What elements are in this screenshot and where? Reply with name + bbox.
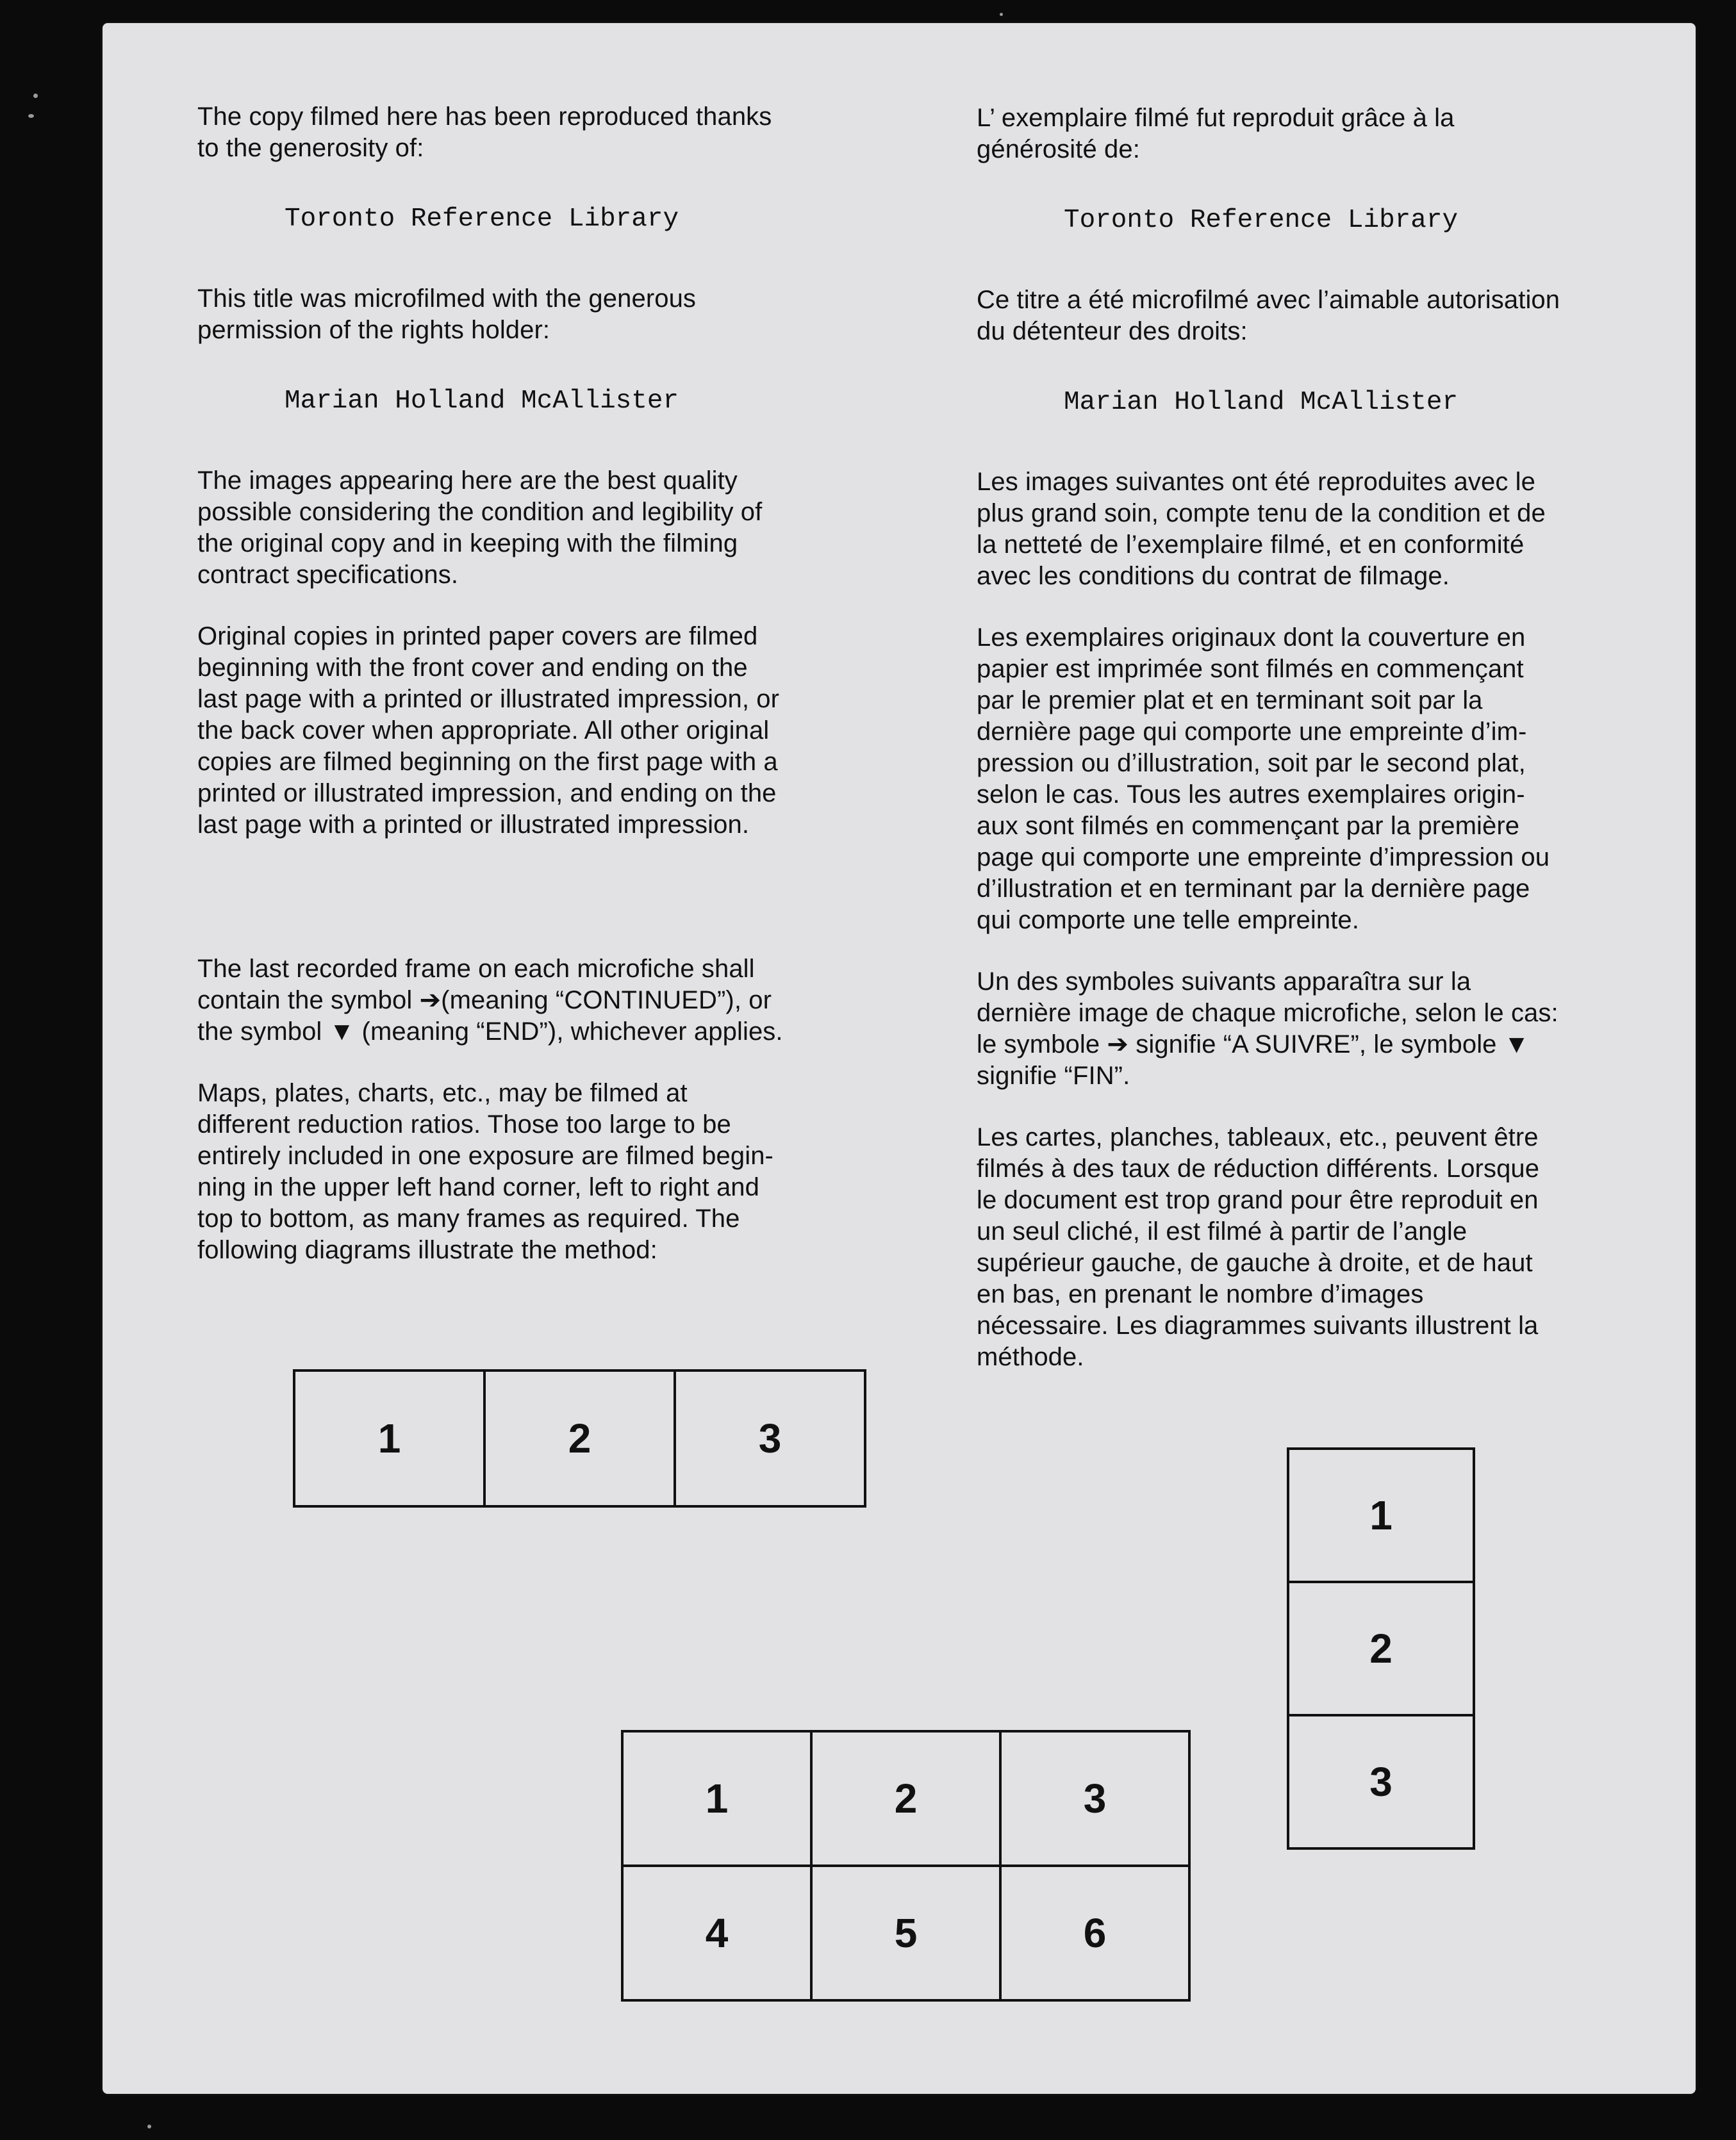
dust-speck [1000,13,1003,16]
frame-cell: 3 [1000,1731,1189,1866]
diagram-column-three-frames [1287,1447,1475,1850]
french-column [977,103,1669,1373]
diagram-row-three-frames [293,1369,866,1508]
fr-symbols: Un des symboles suivants apparaîtra sur la dernière image de chaque microfiche, selon le cas: le symbole ➔ signifie “A SUIVRE”, le symbole ▼ signifie “FIN”. [977,967,1558,1090]
dust-speck [33,94,38,98]
frame-cell: 1 [1288,1449,1474,1582]
fr-rights-holder: Marian Holland McAllister [1064,388,1459,417]
en-filming-order: Original copies in printed paper covers are filmed beginning with the front cover and ending on the last page with a printed or illustrated impression, or the back cover when appropriate. All other original copies are filmed beginning on the first page with a printed or illustrated impression, and ending on the last page with a printed or illustrated impression. [197,622,780,839]
fr-filming-order: Les exemplaires originaux dont la couverture en papier est imprimée sont filmés en commençant par le premier plat et en terminant soit par la dernière page qui comporte une empreinte d’im- pression ou d’illustration, soit par le second plat, selon le cas. Tous les autres exemplaires origin- aux sont filmés en commençant par la première page qui comporte une empreinte d’impression ou d’illustration et en terminant par la dernière page qui comporte une telle empreinte. [977,623,1550,934]
dust-speck [147,2125,151,2128]
en-image-quality: The images appearing here are the best quality possible considering the condition and legibility of the original copy and in keeping with the filming contract specifications. [197,466,763,589]
frame-cell: 1 [294,1370,484,1506]
en-acknowledgement: The copy filmed here has been reproduced thanks to the generosity of: [197,103,772,162]
frame-cell: 3 [1288,1715,1474,1848]
en-rights-holder: Marian Holland McAllister [285,386,679,416]
en-library-name: Toronto Reference Library [285,204,679,234]
frame-cell: 1 [622,1731,811,1866]
fr-acknowledgement: L’ exemplaire filmé fut reproduit grâce à la générosité de: [977,104,1455,163]
frame-cell: 3 [675,1370,865,1506]
frame-cell: 2 [811,1731,1000,1866]
dust-speck [28,114,34,118]
fr-permission: Ce titre a été microfilmé avec l’aimable autorisation du détenteur des droits: [977,286,1560,345]
en-permission: This title was microfilmed with the generous permission of the rights holder: [197,284,697,344]
fr-image-quality: Les images suivantes ont été reproduites avec le plus grand soin, compte tenu de la condition et de la netteté de l’exemplaire filmé, et en conformité avec les conditions du contrat de filmage. [977,468,1546,590]
frame-cell: 5 [811,1866,1000,2000]
en-maps-method: Maps, plates, charts, etc., may be filmed at different reduction ratios. Those too large to be entirely included in one exposure are filmed begin- ning in the upper left hand corner, left to right and top to bottom, as many frames as required. The following diagrams illustrate the method: [197,1079,773,1264]
frame-cell: 6 [1000,1866,1189,2000]
diagram-grid-six-frames [621,1730,1191,2002]
frame-cell: 2 [1288,1582,1474,1715]
fr-maps-method: Les cartes, planches, tableaux, etc., peuvent être filmés à des taux de réduction différents. Lorsque le document est trop grand pour être reproduit en un seul cliché, il est filmé à partir de l’angle supérieur gauche, de gauche à droite, et de haut en bas, en prenant le nombre d’images nécessaire. Les diagrammes suivants illustrent la méthode. [977,1123,1540,1371]
frame-cell: 2 [484,1370,675,1506]
en-symbols: The last recorded frame on each microfiche shall contain the symbol ➔(meaning “CONTINUED”), or the symbol ▼ (meaning “END”), whichever applies. [197,955,783,1046]
frame-cell: 4 [622,1866,811,2000]
english-column [197,101,886,1266]
fr-library-name: Toronto Reference Library [1064,206,1459,235]
